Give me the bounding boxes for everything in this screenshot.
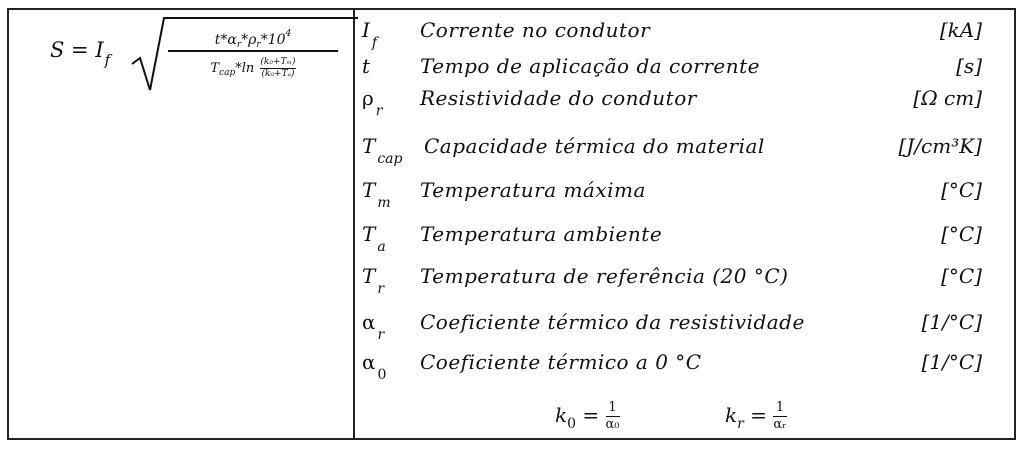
conductor-section-formula (50, 12, 330, 92)
ln-fraction: $\frac{\text{(k₀+Tₘ)}}{\text{(k₀+Tₐ)}}$ (260, 56, 296, 79)
formula-denominator: $T_{cap}*\ln \frac{\text{(k₀+Tₘ)}}{\text{(k₀+Tₐ)}}$ (210, 56, 296, 79)
legend-row: $T_a$ Temperatura ambiente [°C] (362, 222, 982, 255)
constants-row (555, 398, 855, 438)
legend-row: $T_{cap}$ Capacidade térmica do material [J/cm³K] (362, 134, 982, 167)
kr-definition: $k_r = \frac{1}{\text{αᵣ}}$ (725, 400, 787, 432)
fraction-bar (168, 50, 338, 52)
legend-row: $\alpha_0$ Coeficiente térmico a 0 °C [1/°C] (362, 350, 982, 383)
legend-row: t Tempo de aplicação da corrente [s] (362, 54, 982, 78)
legend-row: $T_m$ Temperatura máxima [°C] (362, 178, 982, 211)
legend-row: $\rho_r$ Resistividade do condutor [Ω cm] (362, 86, 982, 119)
legend-row: $\alpha_r$ Coeficiente térmico da resistividade [1/°C] (362, 310, 982, 343)
legend-row: $I_f$ Corrente no condutor [kA] (362, 18, 982, 51)
k0-definition: $k_0 = \frac{1}{\text{α₀}}$ (555, 400, 620, 432)
formula-fraction (168, 20, 338, 84)
formula-lhs: $S = I_f$ (50, 38, 111, 69)
formula-numerator: $t*\alpha_r*\rho_r*10^4$ (214, 29, 292, 50)
legend-row: $T_r$ Temperatura de referência (20 °C) [°C] (362, 264, 982, 297)
